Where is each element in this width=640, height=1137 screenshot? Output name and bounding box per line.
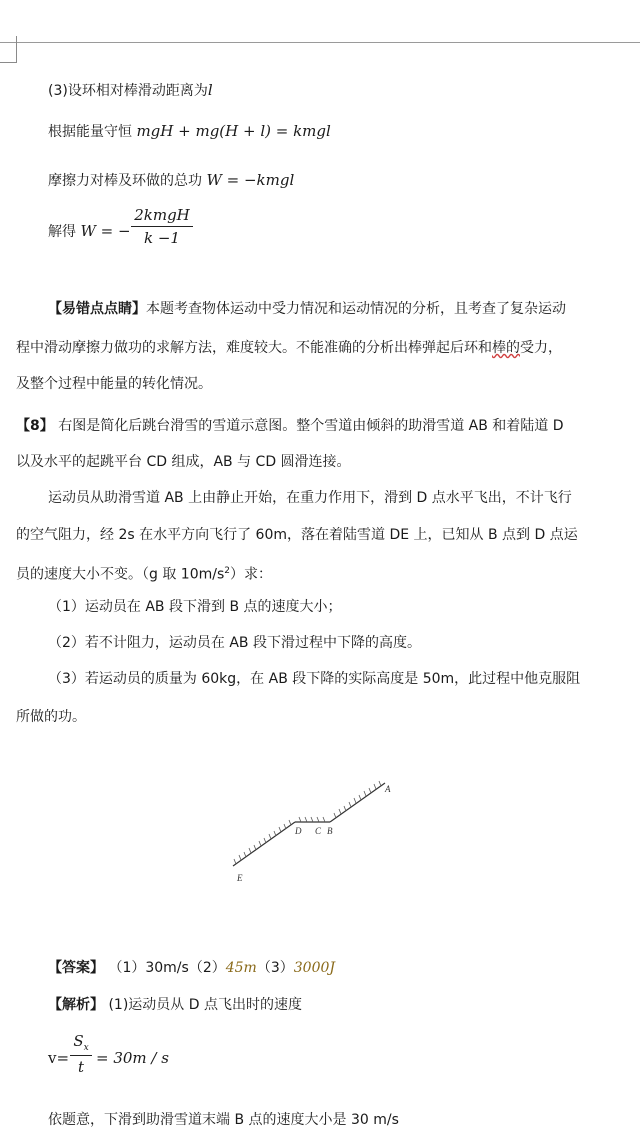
question-text1: 右图是简化后跳台滑雪的雪道示意图。整个雪道由倾斜的助滑雪道 AB 和着陆道 D — [53, 418, 564, 434]
answer-line — [48, 958, 335, 978]
label-e: E — [237, 873, 243, 883]
question8-line4 — [16, 525, 578, 545]
analysis-conclusion — [48, 1110, 399, 1130]
error-point-text2c: 受力， — [520, 340, 562, 356]
sub-question-2: （2）若不计阻力，运动员在 AB 段下滑过程中下降的高度。 — [48, 635, 421, 651]
label-a: A — [385, 784, 391, 794]
conclusion-text: 依题意，下滑到助滑雪道末端 B 点的速度大小是 30 m/s — [48, 1112, 399, 1128]
velocity-subscript: x — [83, 1043, 89, 1053]
question8-sub3 — [48, 669, 580, 689]
question8-sub3-cont — [16, 707, 86, 727]
question8-line3 — [48, 488, 572, 508]
velocity-formula-rhs — [96, 1048, 169, 1069]
velocity-denominator: t — [77, 1058, 85, 1076]
question-text5b: ）求： — [229, 566, 272, 583]
error-point-text1: 本题考查物体运动中受力情况和运动情况的分析，且考查了复杂运动 — [146, 301, 566, 317]
answer-part2: 45m — [225, 960, 257, 976]
result-fraction — [131, 206, 193, 247]
energy-conservation-line — [48, 121, 331, 142]
result-lhs: W = − — [80, 222, 131, 240]
question-number: 【8】 — [16, 418, 54, 434]
step-var: l — [207, 81, 213, 99]
error-point-line2 — [16, 338, 562, 358]
answer-part3: （3） — [256, 960, 294, 976]
question8-sub1 — [48, 597, 342, 617]
page-top-edge — [0, 42, 640, 43]
result-denominator: k −1 — [144, 229, 180, 247]
velocity-fraction — [70, 1032, 92, 1076]
slope-ab — [330, 783, 385, 822]
error-point-line1 — [48, 299, 566, 319]
velocity-lhs: v= — [48, 1049, 70, 1067]
step-label: (3)设环相对棒滑动距离为 — [48, 83, 208, 99]
analysis-text1: (1)运动员从 D 点飞出时的速度 — [108, 997, 302, 1013]
sub-question-3: （3）若运动员的质量为 60kg，在 AB 段下降的实际高度是 50m，此过程中他克服阻 — [48, 671, 581, 687]
ski-slope-diagram — [225, 778, 400, 888]
fraction-bar — [131, 226, 193, 227]
error-point-tag: 【易错点点睛】 — [48, 301, 146, 317]
page-corner-mark-h — [0, 62, 17, 63]
result-numerator: 2kmgH — [134, 206, 190, 224]
solution3-step — [48, 80, 213, 101]
label-c: C — [315, 826, 322, 836]
error-point-line3 — [16, 374, 212, 394]
label-b: B — [327, 826, 333, 836]
analysis-tag: 【解析】 — [48, 997, 104, 1013]
error-point-text3: 及整个过程中能量的转化情况。 — [16, 376, 212, 392]
work-equation: W = −kmgl — [206, 171, 295, 189]
sub-question-3-cont: 所做的功。 — [16, 709, 86, 725]
question8-line2 — [16, 452, 351, 472]
error-point-text2a: 程中滑动摩擦力做功的求解方法，难度较大。不能准确的分析出棒弹起后环和 — [16, 340, 492, 356]
answer-tag: 【答案】 — [48, 960, 104, 976]
question-text5a: 员的速度大小不变。（g 取 10m/s — [16, 566, 225, 583]
work-label: 摩擦力对棒及环做的总功 — [48, 173, 202, 189]
result-label: 解得 — [48, 224, 76, 240]
page-corner-mark — [16, 36, 17, 63]
question-text2: 以及水平的起跳平台 CD 组成，AB 与 CD 圆滑连接。 — [16, 454, 351, 470]
result-line — [48, 221, 131, 242]
friction-work-line — [48, 170, 294, 191]
question8-line1 — [16, 416, 564, 436]
label-d: D — [295, 826, 302, 836]
superscript-2: 2 — [224, 566, 230, 576]
answer-part1: （1）30m/s（2） — [108, 960, 226, 976]
velocity-formula-lhs — [48, 1048, 69, 1069]
analysis-line1 — [48, 995, 302, 1015]
error-point-text2b: 棒的 — [492, 340, 520, 356]
question-text4: 的空气阻力，经 2s 在水平方向飞行了 60m，落在着陆雪道 DE 上，已知从 B 点到 D 点运 — [16, 527, 578, 543]
velocity-numerator: S — [73, 1032, 84, 1050]
velocity-fraction-bar — [70, 1055, 92, 1056]
question-text3: 运动员从助滑雪道 AB 上由静止开始，在重力作用下，滑到 D 点水平飞出，不计飞行 — [48, 490, 572, 506]
velocity-rhs: = 30m / s — [96, 1049, 169, 1067]
energy-equation: mgH + mg(H + l) = kmgl — [136, 122, 331, 140]
answer-part4: 3000J — [293, 960, 335, 976]
energy-label: 根据能量守恒 — [48, 124, 132, 140]
sub-question-1: （1）运动员在 AB 段下滑到 B 点的速度大小； — [48, 599, 342, 615]
question8-line5 — [16, 561, 272, 585]
question8-sub2 — [48, 633, 421, 653]
